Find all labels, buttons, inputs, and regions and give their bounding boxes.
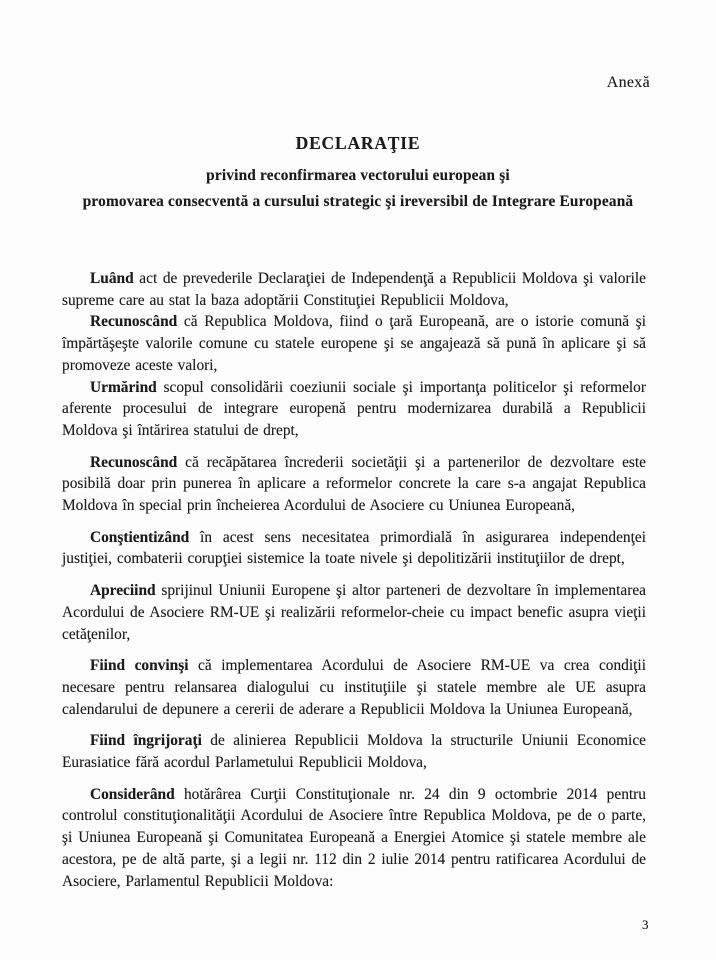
paragraph: [62, 527, 646, 570]
paragraph: [62, 655, 646, 720]
document-subtitle-line-1: privind reconfirmarea vectorului european şi: [206, 167, 510, 184]
paragraph-lead-word: Considerând: [90, 785, 175, 803]
paragraph-text: sprijinul Uniunii Europene şi altor parteneri de dezvoltare în implementarea Acordului de Asociere RM-UE şi realizării reformelor-cheie cu impact benefic asupra vieţii cetăţenilor,: [62, 582, 646, 643]
page-number: 3: [642, 917, 649, 932]
paragraph: [62, 268, 646, 311]
annex-label: Anexă: [606, 74, 650, 91]
paragraph-text: hotărârea Curţii Constituţionale nr. 24 din 9 octombrie 2014 pentru controlul constituţionalităţii Acordului de Asociere între Republica Moldova, pe de o parte, şi Uniunea Europeană şi Comunitatea Europeană a Energiei Atomice şi statele membre ale acestora, pe de altă parte, şi a legii nr. 112 din 2 iulie 2014 pentru ratificarea Acordului de Asociere, Parlamentul Republicii Moldova:: [62, 785, 646, 890]
paragraph-lead-word: Urmărind: [90, 378, 157, 396]
paragraph-lead-word: Fiind îngrijoraţi: [90, 732, 202, 750]
paragraph-text: că implementarea Acordului de Asociere RM-UE va crea condiţii necesare pentru relansarea dialogului cu instituţiile şi statele membre ale UE asupra calendarului de depunere a cererii de aderare a Republicii Moldova la Uniunea Europeană,: [62, 657, 646, 718]
paragraph-lead-word: Fiind convinşi: [90, 657, 189, 675]
paragraph-text: în acest sens necesitatea primordială în asigurarea independenţei justiţiei, combaterii corupţiei sistemice la toate nivele şi depolitizării instituţiilor de drept,: [62, 528, 646, 568]
paragraph-text: act de prevederile Declaraţiei de Independenţă a Republicii Moldova şi valorile supreme care au stat la baza adoptării Constituţiei Republicii Moldova,: [62, 270, 646, 309]
paragraph: [62, 452, 646, 517]
paragraph-text: de alinierea Republicii Moldova la structurile Uniunii Economice Eurasiatice fără acordul Parlametului Republicii Moldova,: [62, 732, 646, 772]
paragraph: [62, 311, 646, 376]
paragraph-lead-word: Recunoscând: [90, 313, 178, 331]
paragraph-text: că recăpătarea încrederii societăţii şi a partenerilor de dezvoltare este posibilă doar prin punerea în aplicare a reformelor concrete la care s-a angajat Republica Moldova în special prin încheierea Acordului de Asociere cu Uniunea Europeană,: [62, 453, 646, 515]
paragraph: [62, 730, 646, 773]
paragraph-lead-word: Luând: [90, 270, 134, 287]
document-subtitle-line-2: promovarea consecventă a cursului strategic şi ireversibil de Integrare Europeană: [82, 193, 634, 210]
document-body: [62, 268, 646, 892]
document-title: DECLARAŢIE: [295, 133, 421, 153]
paragraph: [62, 580, 646, 645]
paragraph-lead-word: Conştientizând: [90, 528, 190, 546]
paragraph-lead-word: Apreciind: [90, 582, 156, 600]
paragraph: [62, 377, 646, 442]
paragraph-text: scopul consolidării coeziunii sociale şi importanţa politicelor şi reformelor aferente procesului de integrare europenă pentru modernizarea durabilă a Republicii Moldova şi întărirea statului de drept,: [62, 378, 646, 439]
paragraph-lead-word: Recunoscând: [90, 453, 178, 471]
paragraph-text: că Republica Moldova, fiind o ţară Europeană, are o istorie comună şi împărtăşeşte valorile comune cu statele europene şi se angajează să pună în aplicare şi să promoveze aceste valori,: [62, 313, 646, 374]
paragraph: [62, 784, 646, 893]
